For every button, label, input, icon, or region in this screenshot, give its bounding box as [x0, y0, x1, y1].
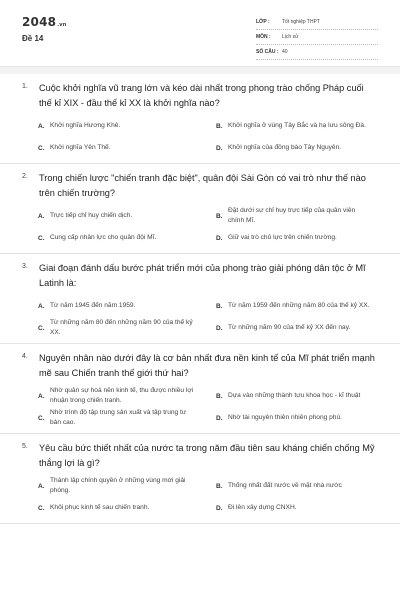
- site-logo[interactable]: [22, 15, 67, 29]
- option-text: Từ những năm 90 của thế kỷ XX đến nay.: [228, 324, 351, 331]
- option-letter: B.: [216, 392, 223, 400]
- option-text: Khởi nghĩa ở vùng Tây Bắc và hạ lưu sông Đà.: [228, 122, 366, 129]
- option-text: Dựa vào những thành tựu khoa học - kĩ thuật: [228, 392, 361, 399]
- option-text: Đi lên xây dựng CNXH.: [228, 504, 297, 511]
- option-c[interactable]: [38, 407, 208, 429]
- option-letter: A.: [38, 392, 45, 400]
- exam-meta: [256, 15, 378, 60]
- option-b[interactable]: [216, 205, 386, 227]
- option-letter: C.: [38, 144, 45, 152]
- option-d[interactable]: [216, 497, 386, 519]
- option-text: Khôi phục kinh tế sau chiến tranh.: [50, 504, 150, 511]
- option-c[interactable]: [38, 317, 208, 339]
- option-d[interactable]: [216, 407, 386, 429]
- option-letter: B.: [216, 212, 223, 220]
- option-text: Nhờ trình độ tập trung sản xuất và tập trung tư bản cao.: [50, 409, 187, 426]
- logo-tld: .vn: [57, 22, 67, 28]
- option-text: Từ năm 1945 đến năm 1959.: [50, 302, 136, 309]
- option-text: Nhờ quân sự hoá nền kinh tế, thu được nhiều lợi nhuận trong chiến tranh.: [50, 387, 194, 404]
- option-text: Khởi nghĩa Hương Khê.: [50, 122, 121, 129]
- option-a[interactable]: [38, 385, 208, 407]
- header-divider: [0, 66, 400, 74]
- option-text: Khởi nghĩa của đồng bào Tây Nguyên.: [228, 144, 342, 151]
- option-text: Giữ vai trò chủ lực trên chiến trường.: [228, 234, 337, 241]
- option-a[interactable]: [38, 295, 208, 317]
- meta-value: 40: [282, 49, 288, 55]
- question-text: Giai đoạn đánh dấu bước phát triển mới của phong trào giải phóng dân tộc ở Mĩ Latinh là:: [39, 263, 366, 288]
- option-b[interactable]: [216, 295, 386, 317]
- question-text: Nguyên nhân nào dưới đây là cơ bản nhất đưa nền kinh tế của Mĩ phát triển mạnh mẽ sau Chiến tranh thế giới thứ hai?: [39, 353, 375, 378]
- option-d[interactable]: [216, 227, 386, 249]
- option-text: Từ những năm 80 đến những năm 90 của thế kỷ XX.: [50, 319, 193, 336]
- option-d[interactable]: [216, 317, 386, 339]
- option-text: Trực tiếp chỉ huy chiến dịch.: [50, 212, 133, 219]
- exam-code: Đề 14: [22, 34, 44, 43]
- option-b[interactable]: [216, 385, 386, 407]
- option-c[interactable]: [38, 227, 208, 249]
- option-d[interactable]: [216, 137, 386, 159]
- option-letter: A.: [38, 212, 45, 220]
- option-text: Từ năm 1959 đến những năm 80 của thế kỷ XX.: [228, 302, 370, 309]
- question-list: [0, 74, 400, 524]
- option-letter: A.: [38, 122, 45, 130]
- option-letter: C.: [38, 414, 45, 422]
- option-letter: D.: [216, 144, 223, 152]
- option-letter: B.: [216, 302, 223, 310]
- question-1: [0, 74, 400, 164]
- option-a[interactable]: [38, 115, 208, 137]
- question-number: 3.: [22, 263, 28, 270]
- option-c[interactable]: [38, 137, 208, 159]
- option-a[interactable]: [38, 475, 208, 497]
- meta-label: LỚP :: [256, 19, 270, 25]
- option-letter: B.: [216, 122, 223, 130]
- option-b[interactable]: [216, 115, 386, 137]
- question-text: Trong chiến lược "chiến tranh đặc biệt", quân đội Sài Gòn có vai trò như thế nào trên chiến trường?: [39, 173, 366, 198]
- question-4: [0, 344, 400, 434]
- option-letter: D.: [216, 504, 223, 512]
- meta-row-count: [256, 45, 378, 60]
- option-letter: C.: [38, 324, 45, 332]
- option-text: Thống nhất đất nước về mặt nhà nước: [228, 482, 342, 489]
- option-letter: D.: [216, 234, 223, 242]
- option-c[interactable]: [38, 497, 208, 519]
- option-text: Khởi nghĩa Yên Thế.: [50, 144, 111, 151]
- option-letter: D.: [216, 414, 223, 422]
- question-number: 4.: [22, 353, 28, 360]
- option-a[interactable]: [38, 205, 208, 227]
- option-text: Đặt dưới sự chỉ huy trực tiếp của quân viên chính Mĩ.: [228, 207, 356, 224]
- question-number: 2.: [22, 173, 28, 180]
- option-text: Thành lập chính quyền ở những vùng mới giải phóng.: [50, 477, 186, 494]
- question-number: 1.: [22, 83, 28, 90]
- question-text: Cuộc khởi nghĩa vũ trang lớn và kéo dài nhất trong phong trào chống Pháp cuối thế kỉ XIX - đầu thế kỉ XX là khởi nghĩa nào?: [39, 83, 364, 108]
- question-number: 5.: [22, 443, 28, 450]
- question-3: [0, 254, 400, 344]
- option-letter: C.: [38, 234, 45, 242]
- meta-value: Lịch sử: [282, 34, 299, 40]
- logo-text: 2048: [22, 15, 57, 29]
- meta-row-class: [256, 15, 378, 30]
- exam-header: [0, 0, 400, 66]
- option-letter: A.: [38, 482, 45, 490]
- meta-label: MÔN :: [256, 34, 271, 40]
- option-text: Nhờ tài nguyên thiên nhiên phong phú.: [228, 414, 342, 421]
- option-b[interactable]: [216, 475, 386, 497]
- meta-row-subject: [256, 30, 378, 45]
- meta-label: SỐ CÂU :: [256, 49, 279, 55]
- option-text: Cung cấp nhân lực cho quân đội Mĩ.: [50, 234, 157, 241]
- question-text: Yêu cầu bức thiết nhất của nước ta trong năm đầu tiên sau kháng chiến chống Mỹ thắng lợi là gì?: [39, 443, 375, 468]
- question-5: [0, 434, 400, 524]
- option-letter: B.: [216, 482, 223, 490]
- option-letter: D.: [216, 324, 223, 332]
- question-2: [0, 164, 400, 254]
- meta-value: Tốt nghiệp THPT: [282, 19, 320, 25]
- option-letter: C.: [38, 504, 45, 512]
- option-letter: A.: [38, 302, 45, 310]
